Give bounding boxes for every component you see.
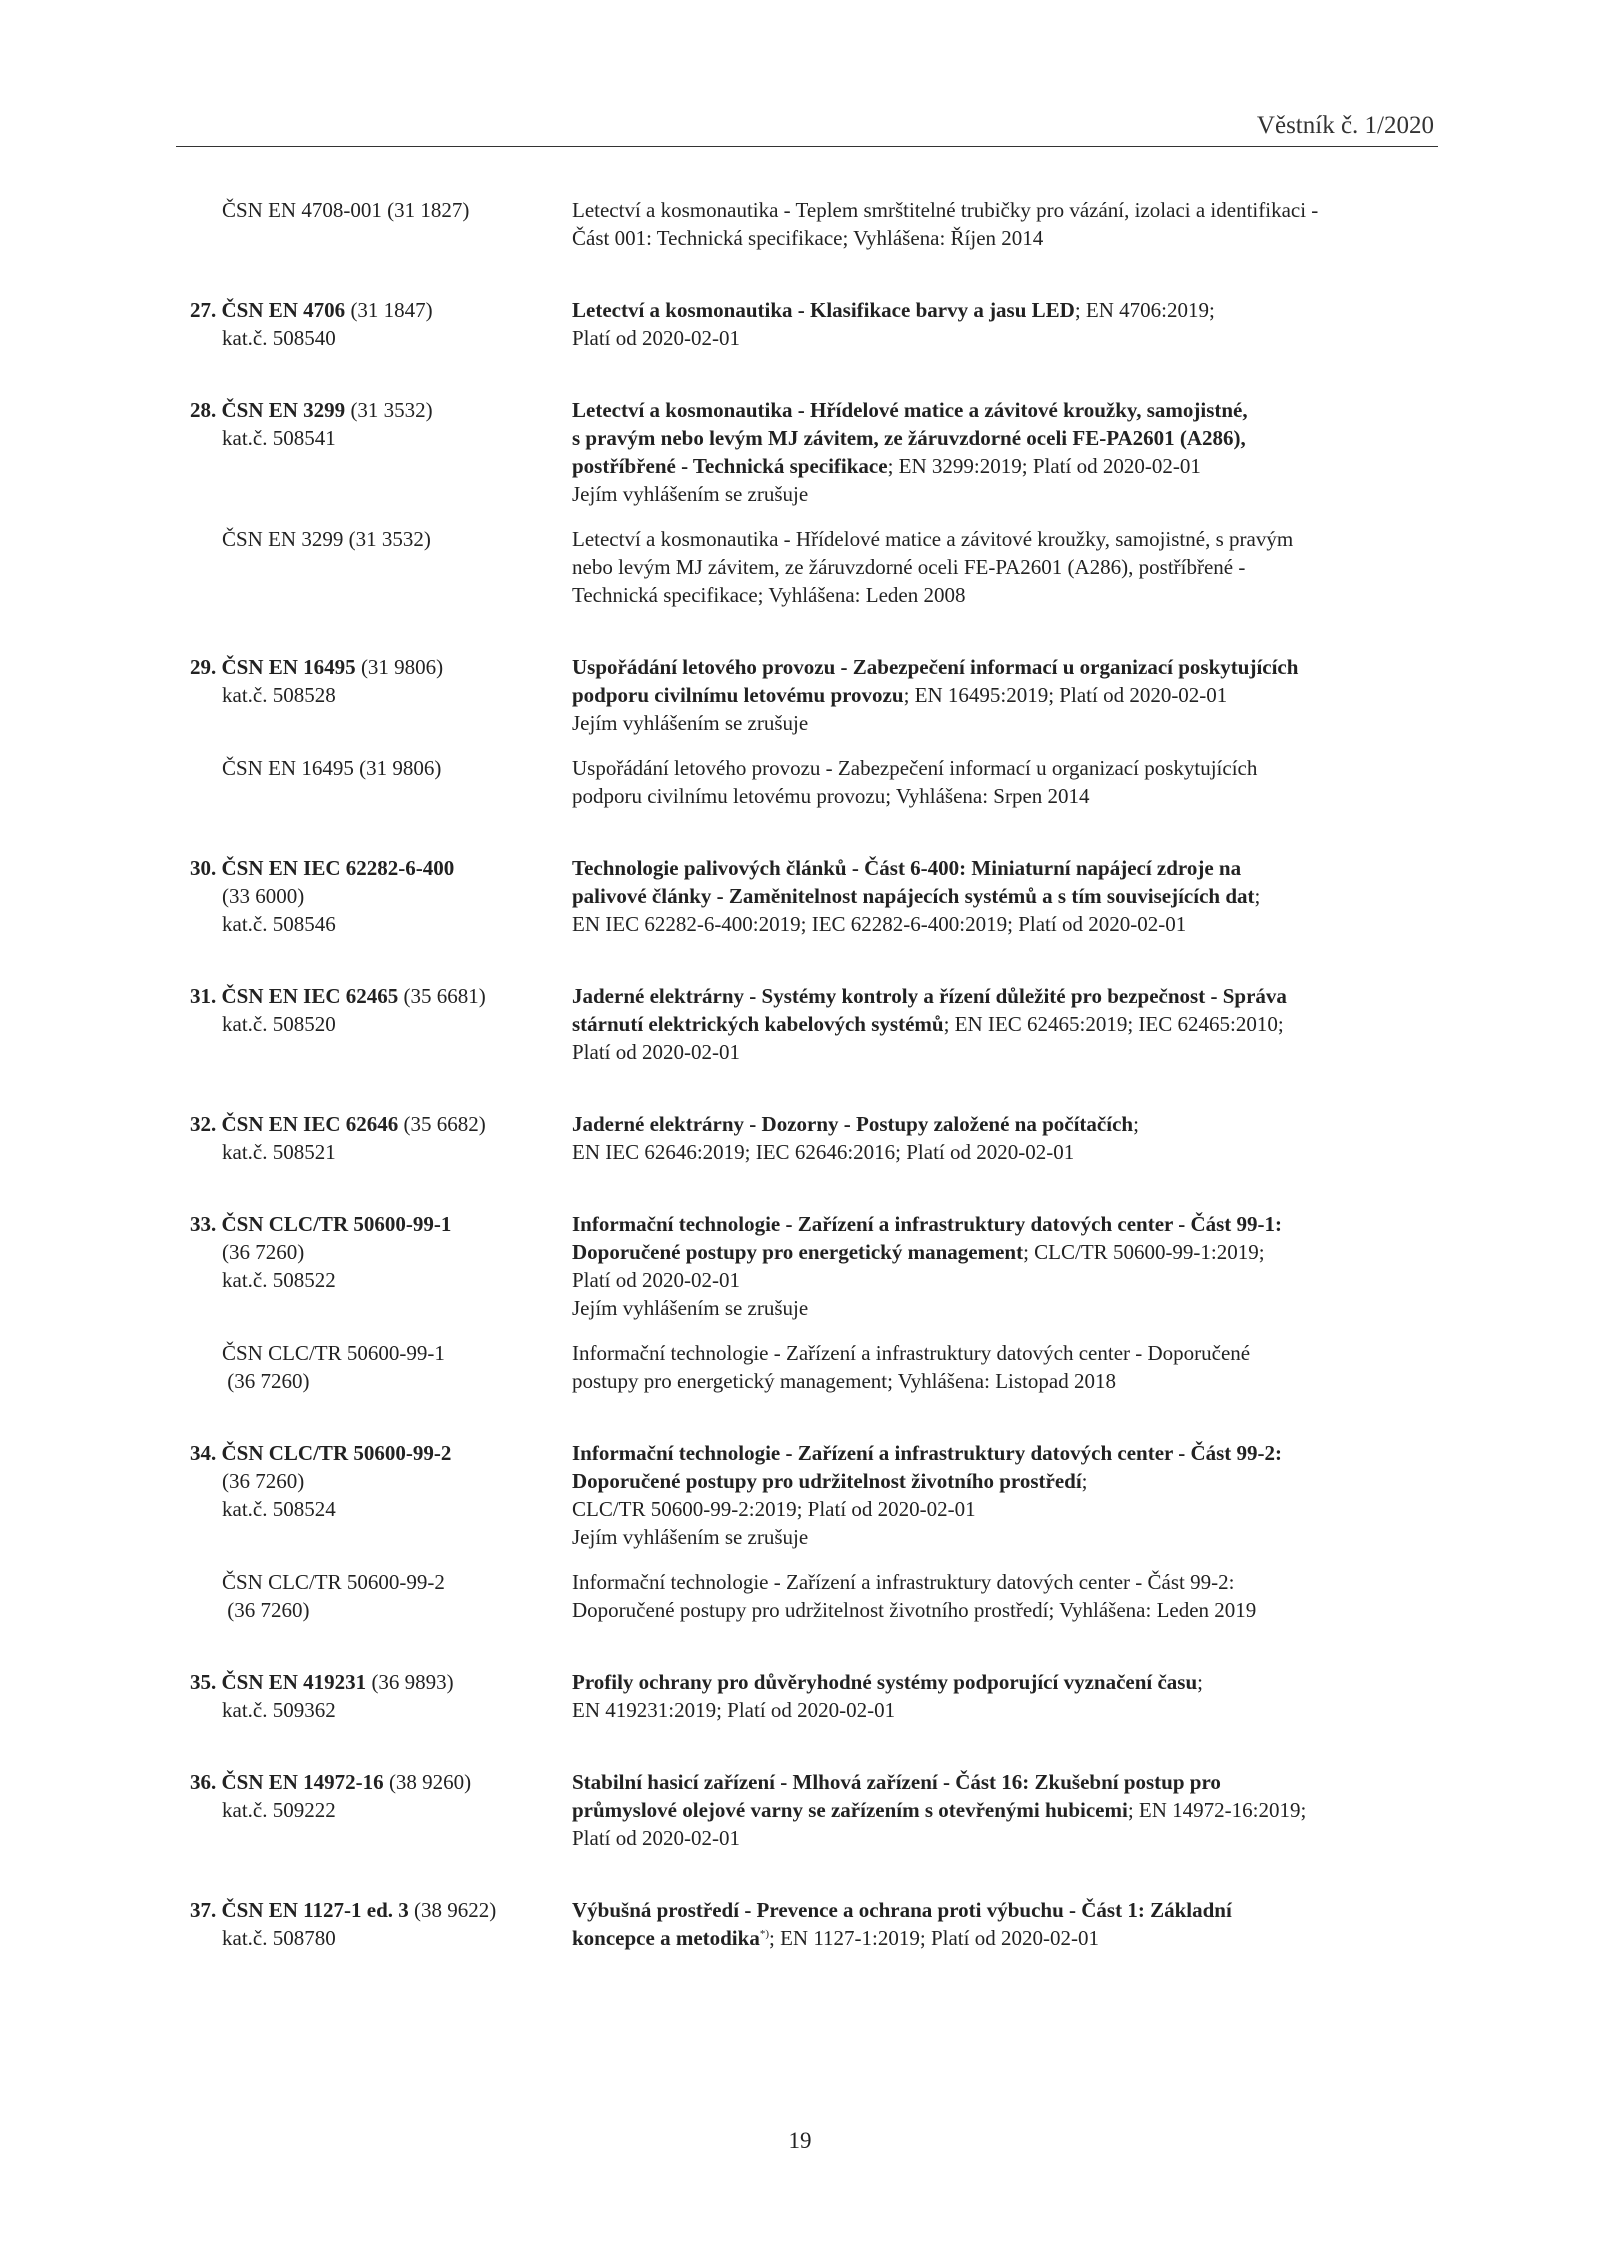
entry-number: 37.: [190, 1898, 217, 1922]
entry-description: [572, 1210, 1430, 1322]
replaced-title-line: Část 001: Technická specifikace; Vyhlášena: Říjen 2014: [572, 226, 1044, 250]
standard-code-line: [190, 1896, 572, 1924]
replaced-title-line: Informační technologie - Zařízení a infrastruktury datových center - Doporučené: [572, 1341, 1251, 1365]
entry-identifiers: [190, 653, 572, 709]
standard-code: ČSN EN 3299: [221, 398, 346, 422]
title-line: [572, 854, 1430, 882]
standard-details: ; EN 1127-1:2019; Platí od 2020-02-01: [769, 1926, 1099, 1950]
classification-code: (35 6681): [398, 984, 486, 1008]
replaced-title-line: nebo levým MJ závitem, ze žáruvzdorné oceli FE-PA2601 (A286), postříbřené -: [572, 555, 1246, 579]
standard-code: ČSN EN 14972-16: [221, 1770, 384, 1794]
standard-entry: [190, 1896, 1430, 1952]
replaced-description: [572, 754, 1430, 810]
classification-code: (33 6000): [222, 884, 305, 908]
entry-number: 29.: [190, 655, 217, 679]
catalog-number: kat.č. 508541: [222, 426, 336, 450]
entry-number: 28.: [190, 398, 217, 422]
replaced-title-line: Letectví a kosmonautika - Hřídelové matice a závitové kroužky, samojistné, s pravým: [572, 527, 1294, 551]
standard-code: ČSN EN IEC 62646: [221, 1112, 399, 1136]
entry-number: 35.: [190, 1670, 217, 1694]
title-line: [572, 681, 1430, 709]
entry-description: [572, 396, 1430, 508]
replaced-standard-code: ČSN EN 3299 (31 3532): [222, 527, 431, 551]
entry-main-row: [190, 1439, 1430, 1551]
standard-details: Platí od 2020-02-01: [572, 1268, 740, 1292]
standard-entry: [190, 653, 1430, 810]
standard-details: ;: [1081, 1469, 1088, 1493]
standard-title: Informační technologie - Zařízení a infrastruktury datových center - Část 99-2:: [572, 1441, 1283, 1465]
standard-code-line: [190, 1110, 572, 1138]
standard-code-line: [190, 396, 572, 424]
standard-title: průmyslové olejové varny se zařízením s otevřenými hubicemi: [572, 1798, 1128, 1822]
entry-description: [572, 653, 1430, 737]
standard-code-line: [190, 1210, 572, 1238]
entry-number: 36.: [190, 1770, 217, 1794]
standard-code: ČSN EN IEC 62465: [221, 984, 399, 1008]
standard-details: ;: [1254, 884, 1261, 908]
standard-title: Výbušná prostředí - Prevence a ochrana proti výbuchu - Část 1: Základní: [572, 1898, 1232, 1922]
entry-description: [572, 1110, 1430, 1166]
entry-identifiers: [190, 1768, 572, 1824]
entry-identifiers: [190, 1439, 572, 1523]
standard-entry: [190, 1668, 1430, 1724]
standard-title: stárnutí elektrických kabelových systémů: [572, 1012, 944, 1036]
classification-code: (31 9806): [355, 655, 444, 679]
standard-entry: [190, 1210, 1430, 1395]
standard-code: ČSN CLC/TR 50600-99-1: [221, 1212, 452, 1236]
replaced-standard-code: (36 7260): [222, 1598, 310, 1622]
replaced-standard-code: ČSN CLC/TR 50600-99-2: [222, 1570, 445, 1594]
standard-code: ČSN EN IEC 62282-6-400: [221, 856, 455, 880]
standard-entry: [190, 1768, 1430, 1852]
classification-code: (31 1847): [345, 298, 433, 322]
entry-identifiers: [190, 854, 572, 938]
classification-code: (38 9622): [408, 1898, 497, 1922]
entry-replaced-row: [190, 525, 1430, 609]
standard-title: Jaderné elektrárny - Systémy kontroly a řízení důležité pro bezpečnost - Správa: [572, 984, 1287, 1008]
standard-title: koncepce a metodika: [572, 1926, 760, 1950]
standard-title: s pravým nebo levým MJ závitem, ze žáruvzdorné oceli FE-PA2601 (A286),: [572, 426, 1246, 450]
standard-details: Platí od 2020-02-01: [572, 1040, 740, 1064]
title-line: [572, 1467, 1430, 1495]
standard-details: Jejím vyhlášením se zrušuje: [572, 1525, 809, 1549]
entry-number: 32.: [190, 1112, 217, 1136]
standard-code-line: [190, 1439, 572, 1467]
bulletin-title: Věstník č. 1/2020: [1256, 112, 1434, 139]
entry-main-row: [190, 1668, 1430, 1724]
standard-details: EN IEC 62282-6-400:2019; IEC 62282-6-400:2019; Platí od 2020-02-01: [572, 912, 1187, 936]
standard-title: Stabilní hasicí zařízení - Mlhová zařízení - Část 16: Zkušební postup pro: [572, 1770, 1221, 1794]
entry-number: 31.: [190, 984, 217, 1008]
replaced-standard-code: ČSN CLC/TR 50600-99-1: [222, 1341, 445, 1365]
standard-title: podporu civilnímu letovému provozu: [572, 683, 904, 707]
standard-details: ; EN 16495:2019; Platí od 2020-02-01: [903, 683, 1228, 707]
replaced-title-line: Doporučené postupy pro udržitelnost životního prostředí; Vyhlášena: Leden 2019: [572, 1598, 1257, 1622]
standard-title: Letectví a kosmonautika - Klasifikace barvy a jasu LED: [572, 298, 1075, 322]
standard-details: Jejím vyhlášením se zrušuje: [572, 1296, 809, 1320]
standard-code-line: [190, 982, 572, 1010]
standard-entry: [190, 982, 1430, 1066]
standard-title: Profily ochrany pro důvěryhodné systémy podporující vyznačení času: [572, 1670, 1198, 1694]
standard-entry: [190, 1439, 1430, 1624]
page-number: 19: [788, 2128, 812, 2153]
classification-code: (36 7260): [222, 1469, 305, 1493]
replaced-title-line: Letectví a kosmonautika - Teplem smrštitelné trubičky pro vázání, izolaci a identifikaci -: [572, 198, 1319, 222]
standard-title: Technologie palivových článků - Část 6-400: Miniaturní napájecí zdroje na: [572, 856, 1242, 880]
standard-details: CLC/TR 50600-99-2:2019; Platí od 2020-02-01: [572, 1497, 976, 1521]
entry-number: 27.: [190, 298, 217, 322]
title-line: [572, 1010, 1430, 1038]
entry-identifiers: [190, 1210, 572, 1294]
entry-identifiers: [190, 396, 572, 452]
entry-identifiers: [190, 1668, 572, 1724]
standard-entry: [190, 854, 1430, 938]
title-line: [572, 1924, 1430, 1952]
standard-title: Doporučené postupy pro energetický management: [572, 1240, 1024, 1264]
entry-main-row: [190, 1110, 1430, 1166]
replaced-title-line: Informační technologie - Zařízení a infrastruktury datových center - Část 99-2:: [572, 1570, 1235, 1594]
standard-code: ČSN EN 1127-1 ed. 3: [221, 1898, 409, 1922]
page-header: [176, 112, 1438, 147]
standard-code: ČSN EN 419231: [221, 1670, 367, 1694]
title-line: [572, 396, 1430, 424]
standard-details: EN IEC 62646:2019; IEC 62646:2016; Platí od 2020-02-01: [572, 1140, 1075, 1164]
standard-details: ; EN 14972-16:2019;: [1127, 1798, 1307, 1822]
standard-title: Letectví a kosmonautika - Hřídelové matice a závitové kroužky, samojistné,: [572, 398, 1248, 422]
standard-code: ČSN CLC/TR 50600-99-2: [221, 1441, 452, 1465]
standard-details: ; CLC/TR 50600-99-1:2019;: [1023, 1240, 1265, 1264]
replaced-title-line: Technická specifikace; Vyhlášena: Leden 2008: [572, 583, 966, 607]
standard-entry: [190, 196, 1430, 252]
catalog-number: kat.č. 508520: [222, 1012, 336, 1036]
entry-description: [572, 1668, 1430, 1724]
classification-code: (36 7260): [222, 1240, 305, 1264]
title-line: [572, 982, 1430, 1010]
standard-details: ; EN 3299:2019; Platí od 2020-02-01: [887, 454, 1201, 478]
entry-number: 33.: [190, 1212, 217, 1236]
standard-entry: [190, 396, 1430, 609]
catalog-number: kat.č. 509222: [222, 1798, 336, 1822]
standard-title: Uspořádání letového provozu - Zabezpečení informací u organizací poskytujících: [572, 655, 1299, 679]
title-line: [572, 424, 1430, 452]
title-line: [572, 1668, 1430, 1696]
entry-description: [572, 1768, 1430, 1852]
title-line: [572, 1768, 1430, 1796]
standard-title: palivové články - Zaměnitelnost napájecích systémů a s tím souvisejících dat: [572, 884, 1255, 908]
replaced-title-line: podporu civilnímu letovému provozu; Vyhlášena: Srpen 2014: [572, 784, 1090, 808]
catalog-number: kat.č. 508522: [222, 1268, 336, 1292]
catalog-number: kat.č. 508524: [222, 1497, 336, 1521]
entry-main-row: [190, 854, 1430, 938]
entry-identifiers: [190, 1896, 572, 1952]
replaced-title-line: postupy pro energetický management; Vyhlášena: Listopad 2018: [572, 1369, 1116, 1393]
entry-identifiers: [190, 1110, 572, 1166]
entry-identifiers: [190, 982, 572, 1038]
entry-main-row: [190, 1896, 1430, 1952]
title-line: [572, 1896, 1430, 1924]
standard-title: postříbřené - Technická specifikace: [572, 454, 888, 478]
catalog-number: kat.č. 508546: [222, 912, 336, 936]
entry-main-row: [190, 1768, 1430, 1852]
entry-main-row: [190, 653, 1430, 737]
entry-replaced-row: [190, 754, 1430, 810]
replaced-description: [572, 1339, 1430, 1395]
classification-code: (36 9893): [366, 1670, 454, 1694]
title-line: [572, 1210, 1430, 1238]
entry-main-row: [190, 982, 1430, 1066]
standard-code: ČSN EN 4706: [221, 298, 346, 322]
title-line: [572, 452, 1430, 480]
entry-replaced-row: [190, 196, 1430, 252]
standard-code-line: [190, 653, 572, 681]
title-line: [572, 296, 1430, 324]
standard-details: ;: [1197, 1670, 1204, 1694]
replaced-identifiers: [190, 196, 572, 224]
entry-identifiers: [190, 296, 572, 352]
standard-details: Platí od 2020-02-01: [572, 326, 740, 350]
replaced-identifiers: [190, 525, 572, 553]
entry-number: 34.: [190, 1441, 217, 1465]
catalog-number: kat.č. 508540: [222, 326, 336, 350]
title-line: [572, 1110, 1430, 1138]
entry-main-row: [190, 296, 1430, 352]
catalog-number: kat.č. 509362: [222, 1698, 336, 1722]
title-line: [572, 1238, 1430, 1266]
standard-title: Doporučené postupy pro udržitelnost životního prostředí: [572, 1469, 1082, 1493]
title-line: [572, 653, 1430, 681]
catalog-number: kat.č. 508521: [222, 1140, 336, 1164]
standard-details: Jejím vyhlášením se zrušuje: [572, 482, 809, 506]
title-line: [572, 1796, 1430, 1824]
standard-code-line: [190, 1768, 572, 1796]
entry-replaced-row: [190, 1568, 1430, 1624]
entry-number: 30.: [190, 856, 217, 880]
replaced-identifiers: [190, 754, 572, 782]
entry-description: [572, 982, 1430, 1066]
replaced-title-line: Uspořádání letového provozu - Zabezpečení informací u organizací poskytujících: [572, 756, 1258, 780]
standard-title: Informační technologie - Zařízení a infrastruktury datových center - Část 99-1:: [572, 1212, 1283, 1236]
catalog-number: kat.č. 508528: [222, 683, 336, 707]
classification-code: (35 6682): [398, 1112, 486, 1136]
standard-code-line: [190, 854, 572, 882]
entry-replaced-row: [190, 1339, 1430, 1395]
standard-details: EN 419231:2019; Platí od 2020-02-01: [572, 1698, 896, 1722]
standard-entry: [190, 296, 1430, 352]
standard-details: ;: [1133, 1112, 1139, 1136]
catalog-number: kat.č. 508780: [222, 1926, 336, 1950]
title-line: [572, 882, 1430, 910]
standard-code-line: [190, 1668, 572, 1696]
classification-code: (38 9260): [383, 1770, 472, 1794]
replaced-identifiers: [190, 1568, 572, 1624]
replaced-description: [572, 525, 1430, 609]
standard-entry: [190, 1110, 1430, 1166]
footnote-marker: *): [759, 1928, 769, 1940]
entry-description: [572, 854, 1430, 938]
standard-code-line: [190, 296, 572, 324]
entry-main-row: [190, 396, 1430, 508]
entry-description: [572, 1896, 1430, 1952]
standard-code: ČSN EN 16495: [221, 655, 356, 679]
standard-details: ; EN IEC 62465:2019; IEC 62465:2010;: [943, 1012, 1284, 1036]
standard-title: Jaderné elektrárny - Dozorny - Postupy založené na počítačích: [572, 1112, 1134, 1136]
replaced-description: [572, 196, 1430, 252]
title-line: [572, 1439, 1430, 1467]
standard-details: Jejím vyhlášením se zrušuje: [572, 711, 809, 735]
replaced-identifiers: [190, 1339, 572, 1395]
classification-code: (31 3532): [345, 398, 433, 422]
replaced-description: [572, 1568, 1430, 1624]
standards-list: [190, 196, 1430, 1996]
replaced-standard-code: (36 7260): [222, 1369, 310, 1393]
replaced-standard-code: ČSN EN 16495 (31 9806): [222, 756, 442, 780]
entry-main-row: [190, 1210, 1430, 1322]
standard-details: Platí od 2020-02-01: [572, 1826, 740, 1850]
entry-description: [572, 296, 1430, 352]
entry-description: [572, 1439, 1430, 1551]
replaced-standard-code: ČSN EN 4708-001 (31 1827): [222, 198, 470, 222]
standard-details: ; EN 4706:2019;: [1074, 298, 1215, 322]
